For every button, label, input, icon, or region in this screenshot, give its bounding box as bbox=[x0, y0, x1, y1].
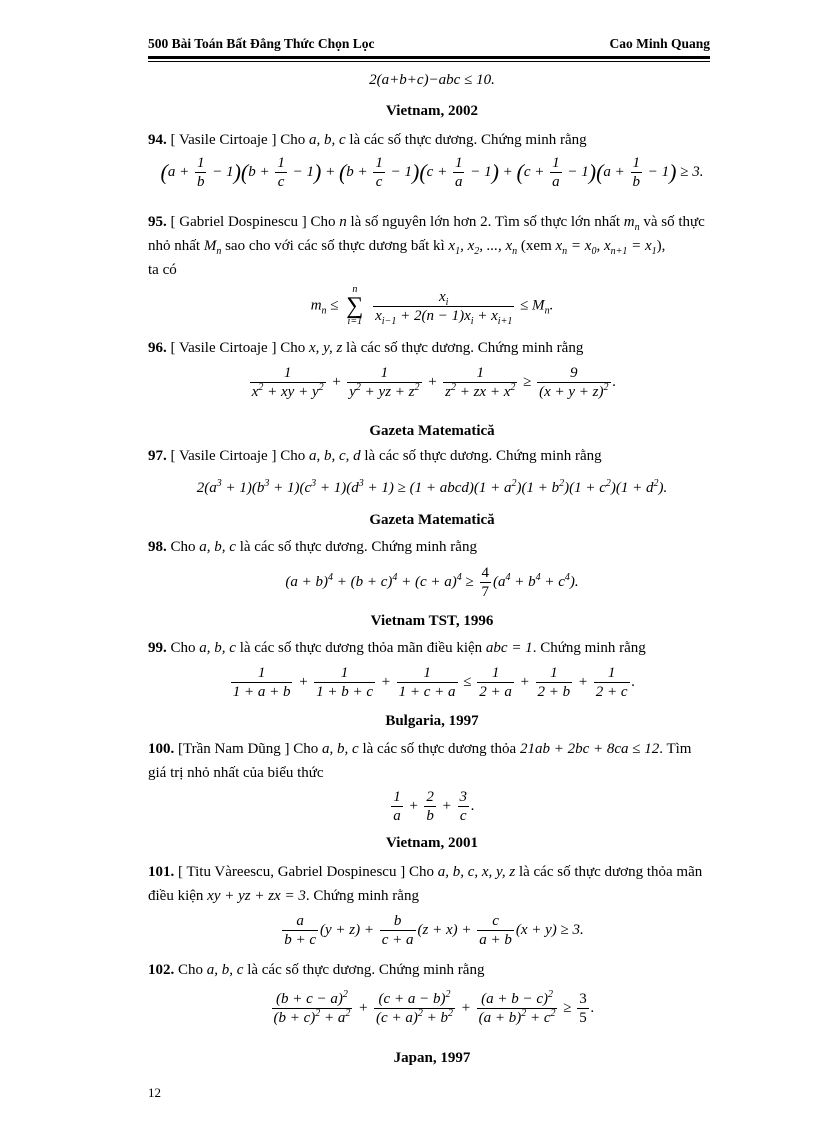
problem-text: là các số thực dương thỏa mãn bbox=[518, 864, 703, 880]
problem-number: 98. bbox=[148, 539, 167, 555]
problem-vars: a, b, c, x, y, z bbox=[437, 864, 516, 880]
formula-93 bbox=[148, 72, 716, 89]
problem-vars: a, b, c bbox=[322, 741, 359, 757]
formula-97: $2(a^3 + 1)(b^3 + 1)(c^3 + 1)(d^3 + 1) \ge (1$ + abcd)(1 + $a^2)(1 + b^2)(1 + c^2)(1 + d^2)$. bbox=[196, 478, 668, 496]
problem-number: 97. bbox=[148, 448, 167, 464]
problem-97 bbox=[148, 444, 716, 468]
problem-text: Cho bbox=[178, 962, 204, 978]
problem-text: điều kiện bbox=[148, 888, 204, 904]
problem-text: là các số thực dương. Chứng minh rằng bbox=[364, 448, 602, 464]
problem-text: Cho bbox=[280, 340, 306, 356]
problem-vars: a, b, c, d bbox=[308, 448, 361, 464]
source-93: Vietnam, 2002 bbox=[386, 103, 478, 119]
header-rule-thin bbox=[148, 61, 710, 62]
formula-93-text: 2(a+b+c)−abc ≤ 10. bbox=[369, 72, 495, 88]
problem-vars: a, b, c bbox=[199, 539, 236, 555]
problem-vars: a, b, c bbox=[199, 640, 236, 656]
problem-text: là số nguyên lớn hơn 2. Tìm số thực lớn nhất bbox=[350, 214, 621, 230]
problem-text: ), bbox=[656, 238, 666, 254]
problem-text: (xem bbox=[520, 238, 552, 254]
problem-author: [ Gabriel Dospinescu ] bbox=[170, 214, 307, 230]
problem-text: là các số thực dương thỏa bbox=[362, 741, 517, 757]
problem-number: 95. bbox=[148, 214, 167, 230]
problem-text: giá trị nhỏ nhất của biểu thức bbox=[148, 765, 324, 781]
problem-number: 100. bbox=[148, 741, 175, 757]
problem-text: . Tìm bbox=[659, 741, 692, 757]
problem-text: là các số thực dương. Chứng minh rằng bbox=[239, 539, 477, 555]
problem-text: Cho bbox=[280, 448, 306, 464]
problem-text: và số thực nhỏ nhất bbox=[148, 214, 705, 254]
problem-condition: xy + yz + zx = 3 bbox=[207, 888, 306, 904]
problem-text: Cho bbox=[408, 864, 434, 880]
problem-author: [ Titu Vàreescu, Gabriel Dospinescu ] bbox=[178, 864, 406, 880]
problem-101 bbox=[148, 860, 716, 908]
problem-vars: n bbox=[339, 214, 347, 230]
problem-text: . Chứng minh rằng bbox=[305, 888, 419, 904]
problem-95: 95. [ Gabriel Dospinescu ] Cho n là số nguyên lớn hơn 2. Tìm số thực lớn nhất $m_n$ và số thực nhỏ nhất $M_n$ sao cho với các số thực dương bất kì $x_1$, $x_2$, ..., $x_n$ (xem $x_n = x_0$, $x_{n+1} = x_1$), ta có bbox=[148, 214, 705, 278]
problem-text: Cho bbox=[310, 214, 336, 230]
problem-text: . Chứng minh rằng bbox=[532, 640, 646, 656]
source-96: Gazeta Matematică bbox=[369, 423, 495, 439]
problem-text: là các số thực dương. Chứng minh rằng bbox=[346, 340, 584, 356]
problem-author: [ Vasile Cirtoaje ] bbox=[170, 340, 277, 356]
problem-number: 102. bbox=[148, 962, 175, 978]
page-number: 12 bbox=[148, 1085, 161, 1100]
problem-text: Cho bbox=[170, 539, 196, 555]
formula-101: $\frac{a}{b + c}$ (y + z) + $\frac{b}{c + a}$ (z + x) + $\frac{c}{a + b}$ (x + y) ≥ 3. bbox=[284, 913, 584, 948]
formula-94: (a + $\frac{1}{b}$ − 1)(b + $\frac{1}{c}$ − 1) + (b + $\frac{1}{c}$ − 1)(c + $\frac{1}{a}$ − 1) + (c + $\frac{1}{a}$ − 1)(a + $\frac{1}{b}$ − 1) ≥ 3. bbox=[160, 155, 704, 190]
problem-text: là các số thực dương. Chứng minh rằng bbox=[349, 132, 587, 148]
problem-96 bbox=[148, 336, 716, 360]
problem-number: 99. bbox=[148, 640, 167, 656]
problem-vars: x, y, z bbox=[308, 340, 343, 356]
book-title: 500 Bài Toán Bất Đẳng Thức Chọn Lọc bbox=[148, 36, 375, 51]
formula-99: $\frac{1}{1 + a + b}$ + $\frac{1}{1 + b + c}$ + $\frac{1}{1 + c + a}$ ≤ $\frac{1}{2 + a}$ + $\frac{1}{2 + b}$ + $\frac{1}{2 + c}$ . bbox=[232, 665, 636, 700]
author-name: Cao Minh Quang bbox=[609, 36, 710, 51]
problem-100 bbox=[148, 737, 716, 785]
source-97: Gazeta Matematică bbox=[369, 512, 495, 528]
problem-98 bbox=[148, 535, 716, 559]
problem-condition: abc = 1 bbox=[485, 640, 533, 656]
source-102: Japan, 1997 bbox=[393, 1050, 471, 1066]
problem-author: [ Vasile Cirtoaje ] bbox=[170, 448, 277, 464]
problem-text: Cho bbox=[280, 132, 306, 148]
problem-condition: 21ab + 2bc + 8ca ≤ 12 bbox=[519, 741, 660, 757]
page-header bbox=[148, 36, 710, 56]
formula-100: $\frac{1}{a}$ + $\frac{2}{b}$ + $\frac{3}{c}$ . bbox=[393, 789, 475, 824]
problem-number: 96. bbox=[148, 340, 167, 356]
problem-vars: a, b, c bbox=[308, 132, 346, 148]
source-99: Bulgaria, 1997 bbox=[385, 713, 479, 729]
problem-text: Cho bbox=[170, 640, 196, 656]
problem-text: là các số thực dương thỏa mãn điều kiện bbox=[239, 640, 483, 656]
problem-102 bbox=[148, 958, 716, 982]
formula-96: $\frac{1}{x^2 + xy + y^2}$ + $\frac{1}{y^2 + yz + z^2}$ + $\frac{1}{z^2 + zx + x^2}$ ≥ $\frac{9}{(x + y + z)^2}$ . bbox=[251, 365, 617, 400]
problem-text: Cho bbox=[293, 741, 319, 757]
problem-number: 94. bbox=[148, 132, 167, 148]
problem-text: là các số thực dương. Chứng minh rằng bbox=[247, 962, 485, 978]
problem-text: sao cho với các số thực dương bất kì bbox=[225, 238, 445, 254]
problem-author: [Trần Nam Dũng ] bbox=[178, 741, 290, 757]
problem-99 bbox=[148, 636, 716, 660]
problem-number: 101. bbox=[148, 864, 175, 880]
problem-text: ta có bbox=[148, 262, 177, 278]
formula-95: $m_n$ ≤ n ∑ i=1 $\frac{x_i}{x_{i-1} + 2(n - 1)x_i + x_{i+1}}$ ≤ $M_n$. bbox=[310, 284, 554, 327]
problem-vars: a, b, c bbox=[206, 962, 244, 978]
formula-102: $\frac{(b + c - a)^2}{(b + c)^2 + a^2}$ + $\frac{(c + a - b)^2}{(c + a)^2 + b^2}$ + $\frac{(a + b - c)^2}{(a + b)^2 + c^2}$ ≥ $\frac{3}{5}$ . bbox=[273, 989, 595, 1026]
source-98: Vietnam TST, 1996 bbox=[370, 613, 494, 629]
formula-98: $(a + b)^4 + (b + c)^4 + (c + a)^4$ ≥ $\frac{4}{7}$ $(a^4 + b^4 + c^4)$. bbox=[285, 565, 579, 600]
problem-author: [ Vasile Cirtoaje ] bbox=[170, 132, 277, 148]
header-rule-thick bbox=[148, 56, 710, 59]
problem-94 bbox=[148, 128, 716, 152]
source-100: Vietnam, 2001 bbox=[386, 835, 478, 851]
